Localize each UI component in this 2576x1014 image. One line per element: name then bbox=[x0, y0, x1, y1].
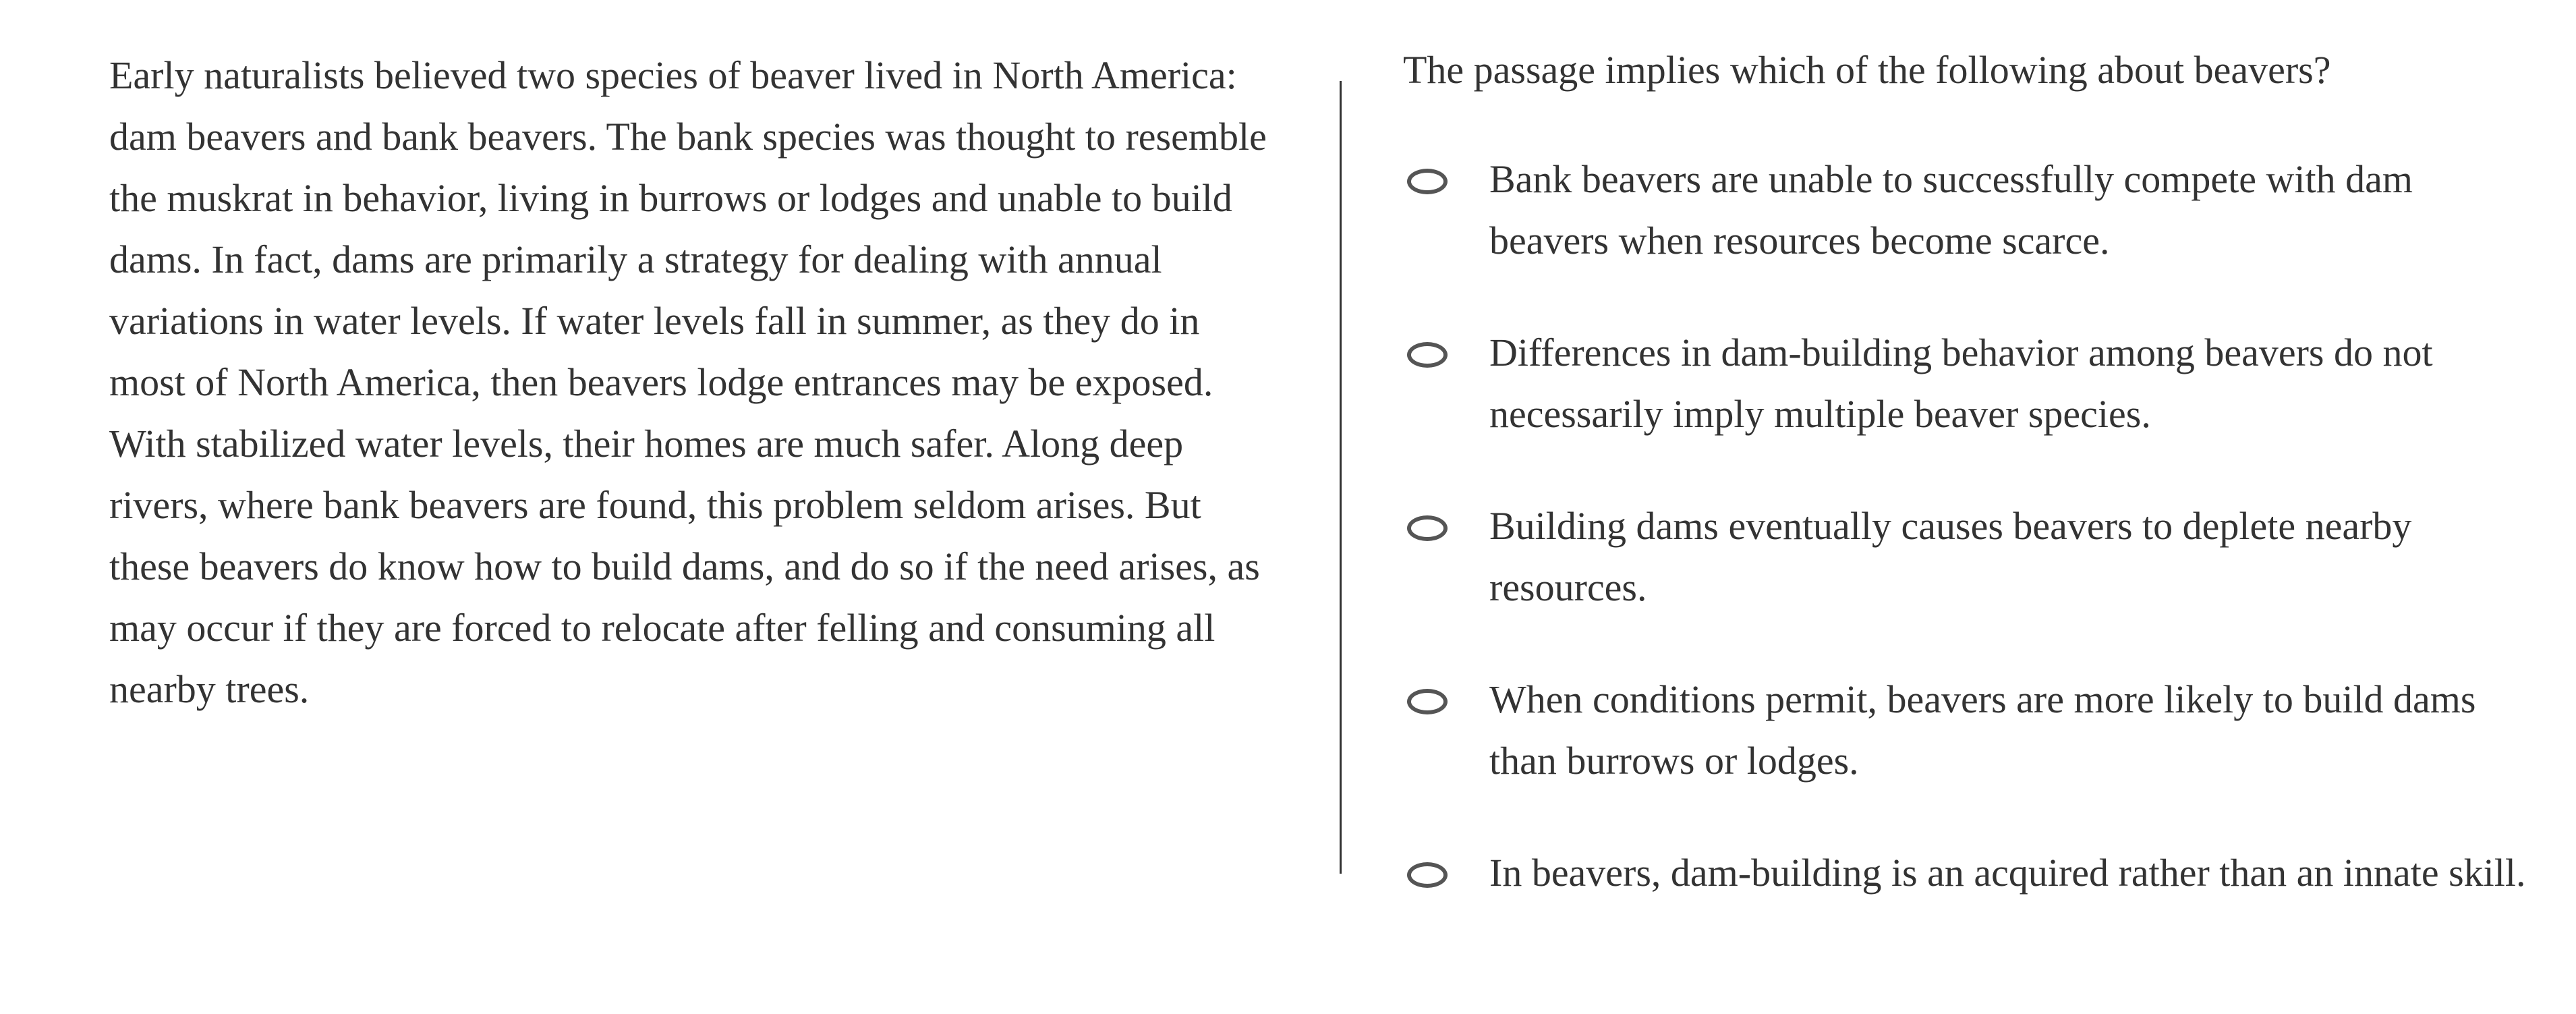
radio-button-icon[interactable] bbox=[1407, 515, 1448, 541]
answer-choice-label[interactable]: In beavers, dam-building is an acquired rather than an innate skill. bbox=[1489, 851, 2526, 895]
answer-choice-label[interactable]: When conditions permit, beavers are more likely to build dams than burrows or lodges. bbox=[1489, 677, 2476, 783]
answer-choice-label[interactable]: Bank beavers are unable to successfully compete with dam beavers when resources become scarce. bbox=[1489, 157, 2413, 262]
answer-choice-d[interactable] bbox=[1403, 669, 2550, 842]
answer-choice-label[interactable]: Differences in dam-building behavior among beavers do not necessarily imply multiple beaver species. bbox=[1489, 331, 2433, 436]
answer-choice-a[interactable] bbox=[1403, 148, 2550, 322]
answer-choice-b[interactable] bbox=[1403, 322, 2550, 495]
radio-button-icon[interactable] bbox=[1407, 689, 1448, 714]
radio-button-icon[interactable] bbox=[1407, 342, 1448, 368]
answer-choice-label[interactable]: Building dams eventually causes beavers to deplete nearby resources. bbox=[1489, 504, 2412, 609]
radio-button-icon[interactable] bbox=[1407, 862, 1448, 888]
radio-button-icon[interactable] bbox=[1407, 169, 1448, 194]
panel-divider bbox=[1340, 81, 1342, 874]
reading-passage: Early naturalists believed two species of beaver lived in North America: dam beavers and bank beavers. The bank species was thought to resemble the muskrat in behavior, living in burrows or lodges and unable to build dams. In fact, dams are primarily a strategy for dealing with annual variations in water levels. If water levels fall in summer, as they do in most of North America, then beavers lodge entrances may be exposed. With stabilized water levels, their homes are much safer. Along deep rivers, where bank beavers are found, this problem seldom arises. But these beavers do know how to build dams, and do so if the need arises, as may occur if they are forced to relocate after felling and consuming all nearby trees. bbox=[109, 53, 1267, 711]
answer-choice-e[interactable] bbox=[1403, 842, 2550, 1014]
answer-choices bbox=[1403, 148, 2550, 1014]
answer-choice-c[interactable] bbox=[1403, 495, 2550, 669]
question-prompt: The passage implies which of the following about beavers? bbox=[1403, 48, 2331, 92]
